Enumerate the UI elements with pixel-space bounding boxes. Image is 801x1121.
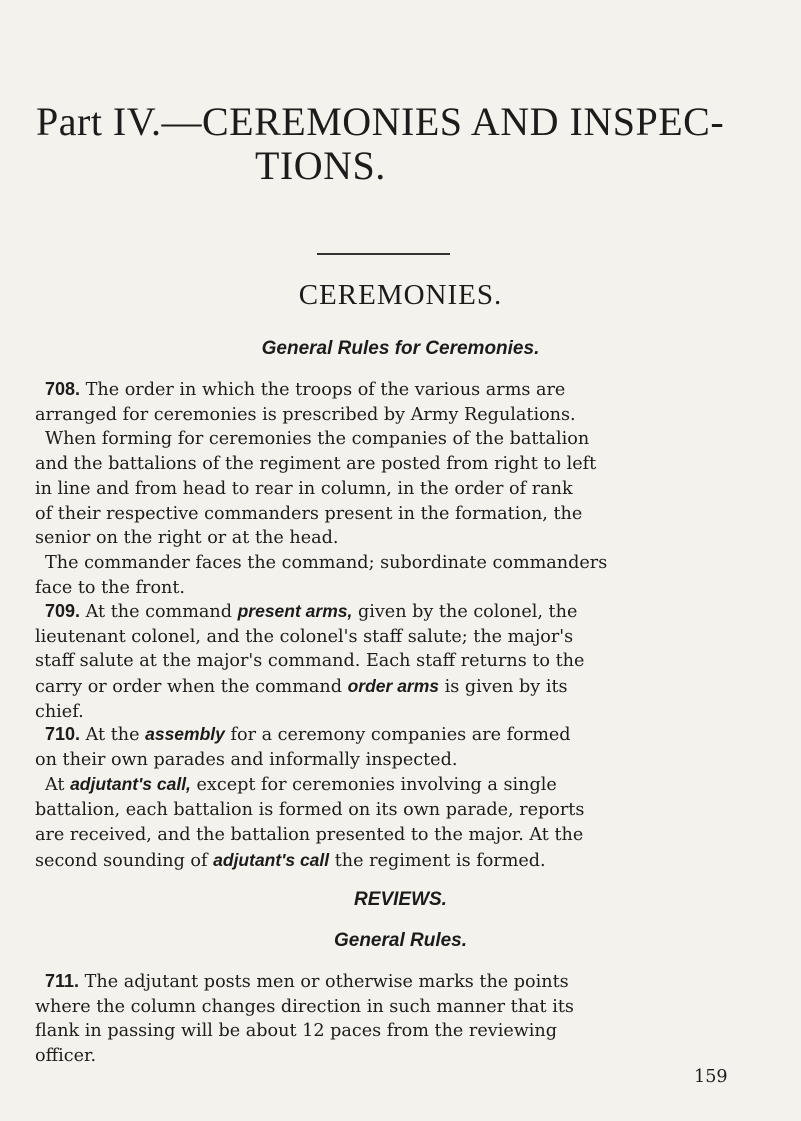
line-text: At the [80, 725, 146, 745]
paragraph-line: where the column changes direction in such manner that its [35, 996, 574, 1017]
paragraph-709 [35, 599, 775, 725]
line-text: the regiment is formed. [329, 850, 546, 871]
line-text: The adjutant posts men or otherwise marks the points [79, 972, 569, 992]
paragraph-line: arranged for ceremonies is prescribed by Army Regulations. [35, 404, 576, 425]
section-title: CEREMONIES. [298, 279, 503, 311]
paragraph-708 [35, 377, 775, 600]
part-title [36, 100, 776, 188]
paragraph-line: When forming for ceremonies the companies of the battalion [45, 429, 590, 450]
paragraph-line [35, 772, 775, 798]
general-rules-heading: General Rules for Ceremonies. [261, 338, 540, 359]
paragraph-line: on their own parades and informally inspected. [35, 749, 458, 770]
paragraph-line [35, 722, 775, 748]
paragraph-line: chief. [35, 701, 84, 722]
paragraph-line: are received, and the battalion presented to the major. At the [35, 824, 584, 845]
part-title-line-1: Part IV.—CEREMONIES AND INSPEC- [36, 99, 725, 144]
reviews-subheading: General Rules. [333, 930, 468, 951]
paragraph-line: officer. [35, 1046, 97, 1067]
paragraph-line: face to the front. [35, 577, 186, 598]
line-text: for a ceremony companies are formed [224, 725, 571, 745]
paragraph-number: 710. [45, 724, 81, 744]
paragraph-line: The commander faces the command; subordinate commanders [45, 552, 608, 573]
paragraph-number: 711. [45, 971, 80, 991]
paragraph-line [35, 599, 775, 625]
paragraph-line: battalion, each battalion is formed on its own parade, reports [35, 800, 585, 821]
page-number: 159 [694, 1067, 728, 1087]
line-text: At [45, 775, 71, 796]
paragraph-710 [35, 722, 775, 873]
line-text: except for ceremonies involving a single [190, 775, 557, 796]
paragraph-line [35, 848, 775, 874]
line-text: given by the colonel, the [352, 602, 578, 622]
paragraph-line [35, 969, 775, 995]
command-text: adjutant's call [213, 849, 330, 870]
line-text: At the command [80, 602, 238, 622]
paragraph-line [35, 674, 775, 700]
line-text: carry or order when the command [35, 677, 348, 698]
paragraph-number: 708. [45, 379, 81, 399]
paragraph-711 [35, 969, 775, 1069]
paragraph-line [35, 377, 775, 403]
line-text: The order in which the troops of the various arms are [80, 380, 566, 400]
paragraph-line: of their respective commanders present in the formation, the [35, 503, 583, 524]
section-divider [317, 253, 450, 255]
part-title-line-2: TIONS. [255, 143, 386, 188]
command-text: present arms, [237, 601, 353, 621]
paragraph-line: in line and from head to rear in column, in the order of rank [35, 478, 573, 499]
line-text: second sounding of [35, 850, 214, 871]
paragraph-number: 709. [45, 601, 81, 621]
command-text: order arms [347, 676, 440, 697]
command-text: adjutant's call, [70, 774, 191, 795]
paragraph-line: lieutenant colonel, and the colonel's staff salute; the major's [35, 626, 574, 647]
paragraph-line: flank in passing will be about 12 paces from the reviewing [35, 1021, 558, 1042]
paragraph-line: staff salute at the major's command. Each staff returns to the [35, 651, 585, 672]
paragraph-line: senior on the right or at the head. [35, 528, 339, 549]
reviews-heading: REVIEWS. [354, 889, 447, 910]
paragraph-line: and the battalions of the regiment are posted from right to left [35, 454, 597, 475]
line-text: is given by its [439, 677, 568, 698]
command-text: assembly [145, 724, 225, 744]
